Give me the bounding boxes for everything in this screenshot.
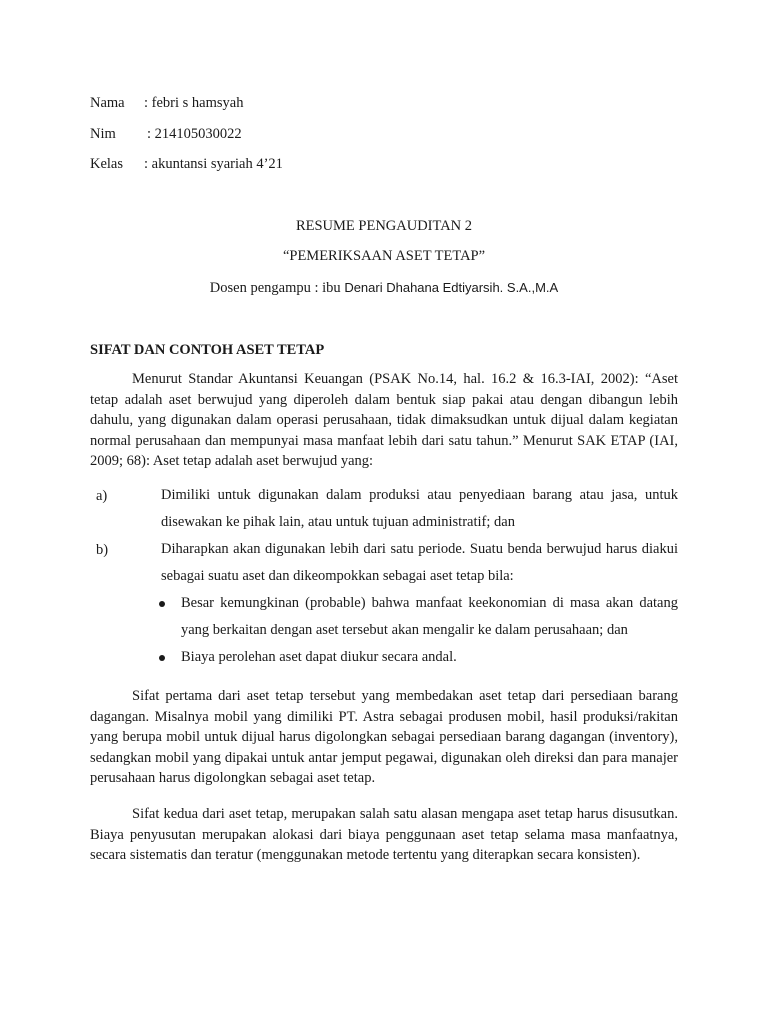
list-marker-b: b) [96,542,109,558]
paragraph-first-property: Sifat pertama dari aset tetap tersebut yang membedakan aset tetap dari persediaan barang dagangan. Misalnya mobil yang dimiliki PT. Astra sebagai produsen mobil, hasil produksi/rakitan yang berupa mobil untuk dijual harus digolongkan sebagai persediaan barang dagangan (inventory), sedangkan mobil yang dipakai untuk antar jemput pegawai, digunakan oleh direksi dan para manajer perusahaan harus digolongkan sebagai aset tetap. [90,688,678,787]
class-value: : akuntansi syariah 4’21 [144,156,283,172]
paragraph-second-property: Sifat kedua dari aset tetap, merupakan salah satu alasan mengapa aset tetap harus disusutkan. Biaya penyusutan merupakan alokasi dari biaya penggunaan aset tetap selama masa manfaatnya, secara sistematis dan teratur (menggunakan metode tertentu yang diterapkan secara konsisten). [90,806,678,864]
name-label: Nama [90,95,125,111]
student-name-row [90,94,243,112]
lecturer-line [0,279,768,297]
name-value: : febri s hamsyah [144,95,244,111]
nim-value: : 214105030022 [147,126,242,142]
document-title: RESUME PENGAUDITAN 2 [295,218,473,234]
list-marker-a: a) [96,488,108,504]
list-item-a: Dimiliki untuk digunakan dalam produksi atau penyediaan barang atau jasa, untuk disewakan ke pihak lain, atau untuk tujuan administratif; dan [161,487,678,530]
bullet-item-cost: Biaya perolehan aset dapat diukur secara andal. [181,649,457,665]
bullet-item-probable: Besar kemungkinan (probable) bahwa manfaat keekonomian di masa akan datang yang berkaitan dengan aset tersebut akan mengalir ke dalam perusahaan; dan [181,595,678,638]
lecturer-prefix: Dosen pengampu : ibu [209,280,345,296]
section-heading: SIFAT DAN CONTOH ASET TETAP [90,342,325,358]
list-item-b: Diharapkan akan digunakan lebih dari satu periode. Suatu benda berwujud harus diakui sebagai suatu aset dan dikeompokkan sebagai aset tetap bila: [161,541,678,584]
intro-paragraph: Menurut Standar Akuntansi Keuangan (PSAK No.14, hal. 16.2 & 16.3-IAI, 2002): “Aset tetap adalah aset berwujud yang diperoleh dalam bentuk siap pakai atau dengan dibangun lebih dahulu, yang digunakan dalam operasi perusahaan, tidak dimaksudkan untuk dijual dalam kegiatan normal perusahaan dan mempunyai masa manfaat lebih dari satu tahun.” Menurut SAK ETAP (IAI, 2009; 68): Aset tetap adalah aset berwujud yang: [90,371,678,470]
bullet-dot-icon [159,655,165,661]
class-label: Kelas [90,156,124,172]
bullet-dot-icon [159,601,165,607]
document-subtitle: “PEMERIKSAAN ASET TETAP” [282,248,486,264]
student-nim-row [90,125,242,143]
lecturer-name: Denari Dhahana Edtiyarsih. S.A.,M.A [344,280,559,295]
student-class-row [90,155,283,173]
nim-label: Nim [90,126,116,142]
